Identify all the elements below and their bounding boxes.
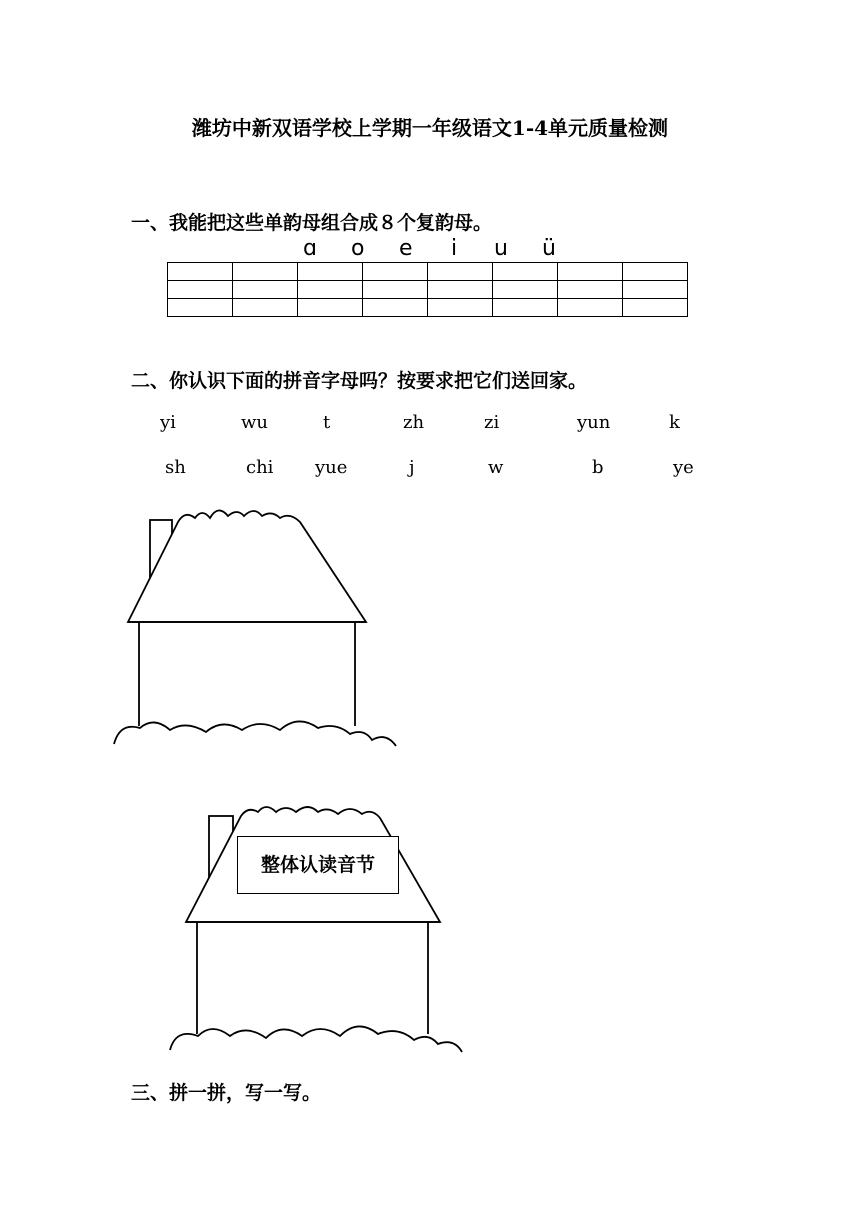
house-2-label: 整体认读音节: [237, 836, 399, 894]
grid-cell[interactable]: [363, 263, 428, 281]
grid-cell[interactable]: [558, 281, 623, 299]
pinyin-wu: wu: [241, 412, 268, 433]
pinyin-chi: chi: [246, 457, 274, 478]
vowel-u: u: [494, 236, 508, 261]
grid-cell[interactable]: [363, 299, 428, 317]
vowel-i: i: [451, 236, 458, 261]
house-2-clouds: [170, 1026, 462, 1052]
grid-cell[interactable]: [298, 263, 363, 281]
grid-cell[interactable]: [623, 263, 688, 281]
grid-cell[interactable]: [233, 263, 298, 281]
section-2-heading: 二、你认识下面的拼音字母吗？按要求把它们送回家。: [131, 370, 588, 392]
grid-row: [168, 263, 688, 281]
pinyin-yi: yi: [160, 412, 176, 433]
pinyin-t: t: [323, 412, 331, 433]
grid-cell[interactable]: [428, 299, 493, 317]
pinyin-w: w: [488, 457, 504, 478]
grid-cell[interactable]: [428, 263, 493, 281]
pinyin-yun: yun: [577, 412, 611, 433]
house-1: [110, 500, 410, 756]
pinyin-b: b: [592, 457, 604, 478]
section-3-heading: 三、拼一拼，写一写。: [131, 1082, 322, 1104]
vowel-u-umlaut: ü: [542, 236, 556, 261]
grid-cell[interactable]: [298, 281, 363, 299]
section-1-heading: 一、我能把这些单韵母组合成８个复韵母。: [131, 212, 493, 234]
grid-cell[interactable]: [168, 281, 233, 299]
grid-cell[interactable]: [558, 263, 623, 281]
vowel-a: ɑ: [303, 236, 317, 261]
document-title: 潍坊中新双语学校上学期一年级语文1-4单元质量检测: [191, 116, 669, 140]
pinyin-zi: zi: [484, 412, 500, 433]
answer-grid: [167, 262, 688, 317]
grid-cell[interactable]: [623, 299, 688, 317]
pinyin-k: k: [669, 412, 680, 433]
house-1-clouds: [114, 721, 396, 746]
grid-cell[interactable]: [493, 263, 558, 281]
vowel-o: o: [351, 236, 365, 261]
grid-cell[interactable]: [168, 263, 233, 281]
grid-cell[interactable]: [233, 299, 298, 317]
pinyin-j: j: [409, 457, 415, 478]
grid-row: [168, 299, 688, 317]
grid-cell[interactable]: [558, 299, 623, 317]
grid-cell[interactable]: [623, 281, 688, 299]
grid-cell[interactable]: [168, 299, 233, 317]
pinyin-ye: ye: [673, 457, 694, 478]
grid-cell[interactable]: [363, 281, 428, 299]
pinyin-sh: sh: [165, 457, 186, 478]
vowel-e: e: [399, 236, 413, 261]
grid-row: [168, 281, 688, 299]
pinyin-yue: yue: [315, 457, 348, 478]
grid-cell[interactable]: [233, 281, 298, 299]
pinyin-zh: zh: [403, 412, 425, 433]
grid-cell[interactable]: [493, 299, 558, 317]
grid-cell[interactable]: [298, 299, 363, 317]
grid-cell[interactable]: [493, 281, 558, 299]
grid-cell[interactable]: [428, 281, 493, 299]
